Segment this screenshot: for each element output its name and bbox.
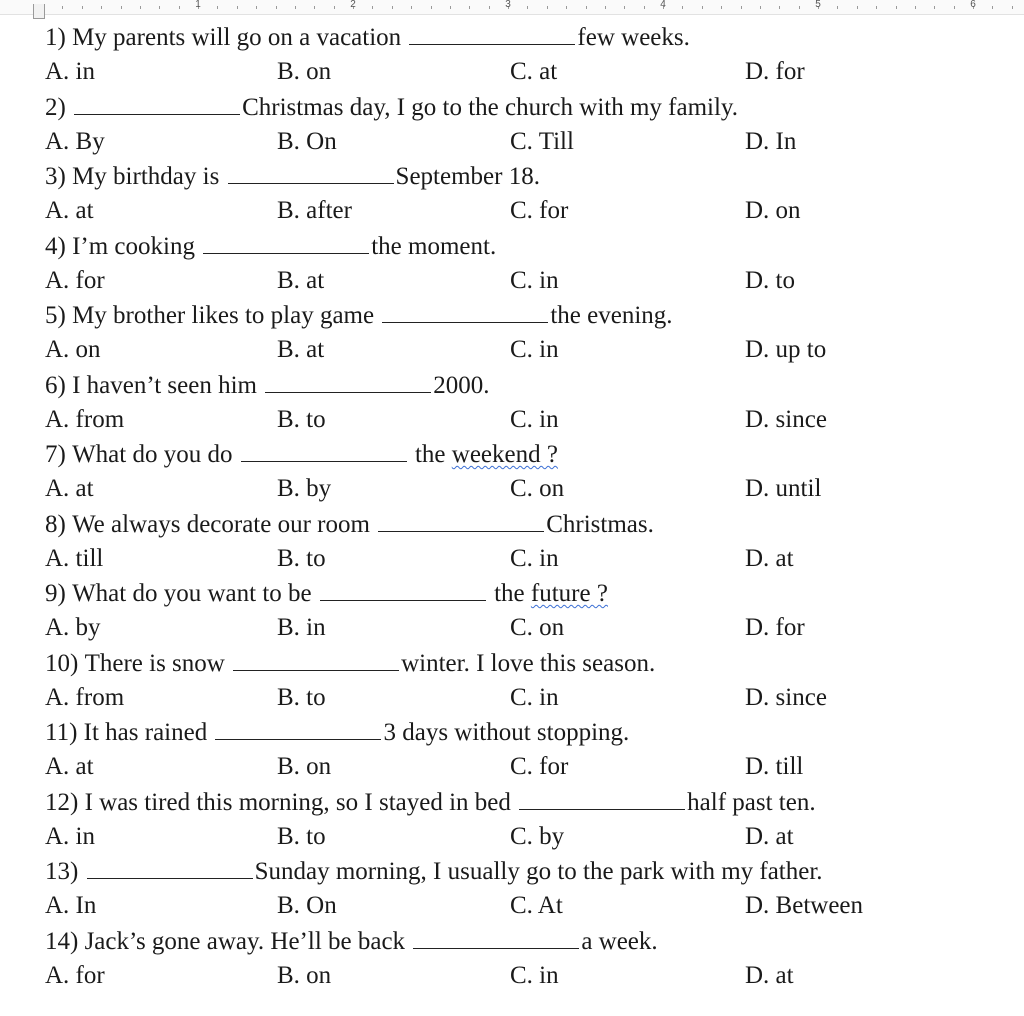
option-c: C. in bbox=[510, 544, 559, 572]
option-b: B. to bbox=[277, 683, 326, 711]
option-d: D. since bbox=[745, 683, 827, 711]
option-a: A. from bbox=[45, 683, 125, 711]
question-line bbox=[45, 437, 1005, 472]
question-item bbox=[45, 785, 1005, 855]
question-line bbox=[45, 854, 1005, 889]
question-item bbox=[45, 20, 1005, 90]
answer-options bbox=[45, 681, 1005, 716]
option-d: D. until bbox=[745, 475, 822, 502]
question-line bbox=[45, 159, 1005, 194]
answer-options bbox=[45, 542, 1005, 577]
option-b: B. at bbox=[277, 336, 325, 363]
ruler-tick bbox=[469, 6, 470, 9]
question-line bbox=[45, 90, 1005, 125]
ruler-tick bbox=[295, 6, 296, 9]
ruler-number: 4 bbox=[660, 0, 666, 10]
ruler-tick bbox=[644, 6, 645, 9]
ruler-tick bbox=[489, 6, 490, 9]
question-number: 14) bbox=[45, 927, 79, 955]
option-b: B. in bbox=[277, 614, 326, 641]
ruler-tick bbox=[276, 6, 277, 9]
document-body bbox=[45, 20, 1005, 993]
answer-options bbox=[45, 611, 1005, 646]
option-c: C. in bbox=[510, 266, 559, 294]
answer-options bbox=[45, 125, 1005, 160]
ruler-number: 3 bbox=[505, 0, 511, 10]
option-b: B. to bbox=[277, 544, 326, 572]
question-line bbox=[45, 785, 1005, 820]
question-line bbox=[45, 924, 1005, 959]
option-b: B. by bbox=[277, 475, 332, 502]
option-a: A. till bbox=[45, 544, 104, 572]
question-item bbox=[45, 715, 1005, 785]
ruler-tick bbox=[682, 6, 683, 9]
ruler-tick bbox=[857, 6, 858, 9]
answer-blank[interactable] bbox=[320, 599, 486, 601]
option-c: C. in bbox=[510, 961, 559, 989]
ruler-tick bbox=[82, 6, 83, 9]
option-a: A. from bbox=[45, 405, 125, 433]
option-d: D. to bbox=[745, 266, 795, 294]
question-text-after: Sunday morning, I usually go to the park with my father. bbox=[254, 858, 823, 885]
option-c: C. for bbox=[510, 197, 569, 224]
option-a: A. at bbox=[45, 197, 94, 224]
answer-blank[interactable] bbox=[228, 182, 394, 184]
ruler-tick bbox=[431, 6, 432, 9]
question-text-after: a week. bbox=[581, 927, 658, 955]
option-b: B. at bbox=[277, 266, 325, 294]
answer-options bbox=[45, 333, 1005, 368]
option-d: D. at bbox=[745, 822, 794, 850]
answer-options bbox=[45, 750, 1005, 785]
question-text-after: 3 days without stopping. bbox=[383, 719, 630, 746]
answer-options bbox=[45, 820, 1005, 855]
question-line bbox=[45, 298, 1005, 333]
option-c: C. by bbox=[510, 822, 565, 850]
ruler-tick bbox=[837, 6, 838, 9]
question-text-before: My brother likes to play game bbox=[72, 302, 375, 329]
option-d: D. till bbox=[745, 753, 804, 780]
ruler-tick bbox=[605, 6, 606, 9]
option-d: D. since bbox=[745, 405, 827, 433]
option-d: D. In bbox=[745, 127, 797, 155]
option-a: A. in bbox=[45, 822, 95, 850]
option-a: A. In bbox=[45, 892, 97, 919]
answer-blank[interactable] bbox=[215, 738, 381, 740]
answer-blank[interactable] bbox=[409, 43, 575, 45]
question-item bbox=[45, 924, 1005, 994]
option-b: B. On bbox=[277, 127, 337, 155]
option-b: B. to bbox=[277, 405, 326, 433]
answer-blank[interactable] bbox=[413, 947, 579, 949]
option-b: B. on bbox=[277, 961, 332, 989]
question-text-before: My birthday is bbox=[72, 163, 220, 190]
option-d: D. at bbox=[745, 544, 794, 572]
question-text-after: the evening. bbox=[550, 302, 673, 329]
ruler-number: 6 bbox=[970, 0, 976, 10]
question-line bbox=[45, 646, 1005, 681]
option-a: A. By bbox=[45, 127, 105, 155]
question-text-before: We always decorate our room bbox=[72, 510, 370, 538]
option-c: C. at bbox=[510, 58, 558, 85]
question-number: 5) bbox=[45, 302, 66, 329]
answer-blank[interactable] bbox=[519, 808, 685, 810]
ruler-tick bbox=[237, 6, 238, 9]
option-a: A. for bbox=[45, 266, 105, 294]
question-item bbox=[45, 507, 1005, 577]
question-text-after: the bbox=[487, 580, 531, 607]
option-c: C. on bbox=[510, 475, 565, 502]
answer-options bbox=[45, 264, 1005, 299]
ruler-tick bbox=[62, 6, 63, 9]
answer-options bbox=[45, 403, 1005, 438]
question-item bbox=[45, 368, 1005, 438]
question-text-before: What do you do bbox=[72, 441, 233, 468]
spellcheck-underlined-text: weekend ? bbox=[451, 441, 558, 468]
ruler-tick bbox=[121, 6, 122, 9]
answer-options bbox=[45, 472, 1005, 507]
spellcheck-underlined-text: future ? bbox=[530, 580, 608, 607]
answer-blank[interactable] bbox=[74, 113, 240, 115]
question-number: 7) bbox=[45, 441, 66, 468]
ruler-tick bbox=[450, 6, 451, 9]
ruler-tick bbox=[314, 6, 315, 9]
ruler-number: 5 bbox=[815, 0, 821, 10]
ruler-number: 1 bbox=[195, 0, 201, 10]
option-d: D. for bbox=[745, 614, 805, 641]
ruler-tick bbox=[721, 6, 722, 9]
ruler-tick bbox=[179, 6, 180, 9]
question-text-after: September 18. bbox=[395, 163, 540, 190]
question-number: 8) bbox=[45, 510, 66, 538]
ruler-tick bbox=[992, 6, 993, 9]
question-text-before: Jack’s gone away. He’ll be back bbox=[84, 927, 406, 955]
option-d: D. Between bbox=[745, 892, 864, 919]
question-item bbox=[45, 437, 1005, 507]
option-c: C. in bbox=[510, 336, 559, 363]
question-text-after: few weeks. bbox=[577, 24, 690, 51]
option-d: D. for bbox=[745, 58, 805, 85]
question-number: 1) bbox=[45, 24, 66, 51]
option-d: D. on bbox=[745, 197, 801, 224]
question-line bbox=[45, 507, 1005, 542]
question-item bbox=[45, 90, 1005, 160]
ruler-tick bbox=[566, 6, 567, 9]
question-text-after: 2000. bbox=[433, 371, 490, 399]
ruler-tick bbox=[760, 6, 761, 9]
question-item bbox=[45, 854, 1005, 924]
answer-blank[interactable] bbox=[87, 877, 253, 879]
option-a: A. on bbox=[45, 336, 101, 363]
ruler-tick bbox=[741, 6, 742, 9]
question-number: 3) bbox=[45, 163, 66, 190]
question-line bbox=[45, 576, 1005, 611]
question-item bbox=[45, 298, 1005, 368]
question-text-before: There is snow bbox=[84, 649, 225, 677]
ruler-tick bbox=[372, 6, 373, 9]
ruler-tick bbox=[934, 6, 935, 9]
ruler-tick bbox=[527, 6, 528, 9]
ruler-tick bbox=[392, 6, 393, 9]
option-a: A. by bbox=[45, 614, 101, 641]
ruler-tick bbox=[876, 6, 877, 9]
question-item bbox=[45, 159, 1005, 229]
answer-options bbox=[45, 889, 1005, 924]
option-b: B. to bbox=[277, 822, 326, 850]
option-d: D. at bbox=[745, 961, 794, 989]
question-item bbox=[45, 576, 1005, 646]
ruler-tick bbox=[547, 6, 548, 9]
ruler-tick bbox=[101, 6, 102, 9]
answer-blank[interactable] bbox=[233, 669, 399, 671]
question-number: 12) bbox=[45, 788, 79, 816]
option-b: B. on bbox=[277, 58, 332, 85]
question-text-before: My parents will go on a vacation bbox=[72, 24, 402, 51]
question-number: 13) bbox=[45, 858, 79, 885]
answer-blank[interactable] bbox=[203, 252, 369, 254]
option-c: C. in bbox=[510, 405, 559, 433]
question-number: 10) bbox=[45, 649, 79, 677]
ruler-tick bbox=[334, 6, 335, 9]
margin-marker[interactable] bbox=[33, 4, 45, 19]
option-a: A. for bbox=[45, 961, 105, 989]
answer-blank[interactable] bbox=[241, 460, 407, 462]
option-c: C. At bbox=[510, 892, 563, 919]
option-b: B. on bbox=[277, 753, 332, 780]
question-number: 4) bbox=[45, 232, 66, 260]
option-a: A. at bbox=[45, 753, 94, 780]
question-number: 2) bbox=[45, 93, 66, 121]
question-line bbox=[45, 229, 1005, 264]
option-c: C. on bbox=[510, 614, 565, 641]
ruler-tick bbox=[624, 6, 625, 9]
ruler-tick bbox=[702, 6, 703, 9]
question-line bbox=[45, 715, 1005, 750]
option-c: C. Till bbox=[510, 127, 574, 155]
answer-options bbox=[45, 55, 1005, 90]
question-item bbox=[45, 646, 1005, 716]
question-text-before: I haven’t seen him bbox=[72, 371, 257, 399]
question-line bbox=[45, 368, 1005, 403]
option-a: A. in bbox=[45, 58, 95, 85]
question-text-before: What do you want to be bbox=[72, 580, 312, 607]
question-text-after: Christmas day, I go to the church with my family. bbox=[242, 93, 739, 121]
option-d: D. up to bbox=[745, 336, 827, 363]
question-number: 6) bbox=[45, 371, 66, 399]
ruler-tick bbox=[159, 6, 160, 9]
question-text-before: It has rained bbox=[83, 719, 208, 746]
ruler-number: 2 bbox=[350, 0, 356, 10]
ruler-tick bbox=[954, 6, 955, 9]
question-number: 9) bbox=[45, 580, 66, 607]
option-b: B. On bbox=[277, 892, 337, 919]
option-b: B. after bbox=[277, 197, 352, 224]
option-c: C. for bbox=[510, 753, 569, 780]
ruler-tick bbox=[896, 6, 897, 9]
answer-options bbox=[45, 959, 1005, 994]
question-text-after: half past ten. bbox=[687, 788, 816, 816]
answer-options bbox=[45, 194, 1005, 229]
ruler bbox=[0, 0, 1024, 15]
ruler-tick bbox=[586, 6, 587, 9]
option-c: C. in bbox=[510, 683, 559, 711]
question-text-before: I’m cooking bbox=[72, 232, 195, 260]
question-text-before: I was tired this morning, so I stayed in bed bbox=[84, 788, 511, 816]
question-text-after: the moment. bbox=[371, 232, 497, 260]
answer-blank[interactable] bbox=[378, 530, 544, 532]
ruler-tick bbox=[217, 6, 218, 9]
question-text-after: the bbox=[408, 441, 452, 468]
ruler-tick bbox=[915, 6, 916, 9]
question-text-after: winter. I love this season. bbox=[401, 649, 656, 677]
ruler-tick bbox=[799, 6, 800, 9]
ruler-tick bbox=[411, 6, 412, 9]
ruler-tick bbox=[779, 6, 780, 9]
option-a: A. at bbox=[45, 475, 94, 502]
question-number: 11) bbox=[45, 719, 78, 746]
ruler-tick bbox=[140, 6, 141, 9]
question-line bbox=[45, 20, 1005, 55]
answer-blank[interactable] bbox=[382, 321, 548, 323]
answer-blank[interactable] bbox=[265, 391, 431, 393]
question-text-after: Christmas. bbox=[546, 510, 654, 538]
ruler-tick bbox=[1012, 6, 1013, 9]
ruler-tick bbox=[256, 6, 257, 9]
question-item bbox=[45, 229, 1005, 299]
